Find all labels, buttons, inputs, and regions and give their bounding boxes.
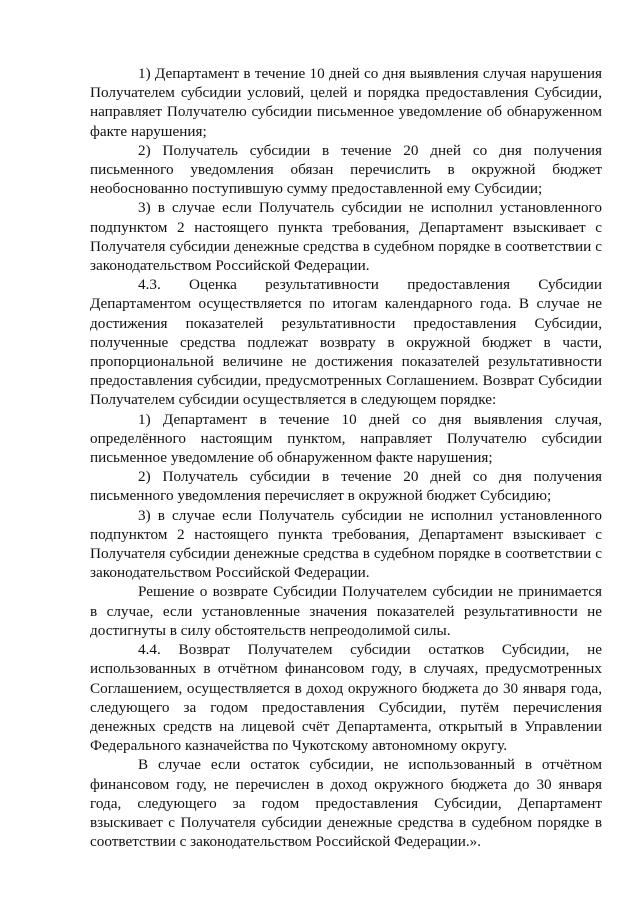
paragraph-5-department-notice: 1) Департамент в течение 10 дней со дня выявления случая, определённого настоящим пунктом, направляет Получателю субсидии письменное уведомление об обнаруженном факте нарушения;: [90, 410, 602, 467]
paragraph-8-force-majeure: Решение о возврате Субсидии Получателем субсидии не принимается в случае, если установленные значения показателей результативности не достигнуты в силу обстоятельств непреодолимой силы.: [90, 583, 602, 639]
paragraph-3-court-recovery: 3) в случае если Получатель субсидии не исполнил установленного подпунктом 2 настоящего пункта требования, Департамент взыскивает с Получателя субсидии денежные средства в судебном порядке в соответствии с законодательством Российской Федерации.: [90, 199, 602, 275]
paragraph-4-3-effectiveness: 4.3. Оценка результативности предоставления Субсидии Департаментом осуществляется по итогам календарного года. В случае не достижения показателей результативности предоставления Субсидии, полученные средства подлежат возврату в окружной бюджет в части, пропорциональной величине не достижения показателей результативности предоставления субсидии, предусмотренных Соглашением. Возврат Субсидии Получателем субсидии осуществляется в следующем порядке:: [90, 276, 602, 409]
document-page: [90, 64, 602, 851]
paragraph-9-4-4-remainder-return: 4.4. Возврат Получателем субсидии остатков Субсидии, не использованных в отчётном финансовом году, в случаях, предусмотренных Соглашением, осуществляется в доход окружного бюджета до 30 января года, следующего за годом предоставления Субсидии, путём перечисления денежных средств на лицевой счёт Департамента, открытый в Управлении Федерального казначейства по Чукотскому автономному округу.: [90, 641, 602, 755]
paragraph-6-recipient-transfer: 2) Получатель субсидии в течение 20 дней со дня получения письменного уведомления перечисляет в окружной бюджет Субсидию;: [90, 468, 602, 505]
paragraph-2-recipient-refund: 2) Получатель субсидии в течение 20 дней со дня получения письменного уведомления обязан перечислить в окружной бюджет необоснованно поступившую сумму предоставленной ему Субсидии;: [90, 141, 602, 198]
paragraph-10-remainder-recovery: В случае если остаток субсидии, не использованный в отчётном финансовом году, не перечислен в доход окружного бюджета до 30 января года, следующего за годом предоставления Субсидии, Департамент взыскивает с Получателя субсидии денежные средства в судебном порядке в соответствии с законодательством Российской Федерации.».: [90, 756, 602, 851]
paragraph-1-department-notice: 1) Департамент в течение 10 дней со дня выявления случая нарушения Получателем субсидии условий, целей и порядка предоставления Субсидии, направляет Получателю субсидии письменное уведомление об обнаруженном факте нарушения;: [90, 65, 602, 140]
paragraph-7-court-recovery: 3) в случае если Получатель субсидии не исполнил установленного подпунктом 2 настоящего пункта требования, Департамент взыскивает с Получателя субсидии денежные средства в судебном порядке в соответствии с законодательством Российской Федерации.: [90, 506, 602, 582]
